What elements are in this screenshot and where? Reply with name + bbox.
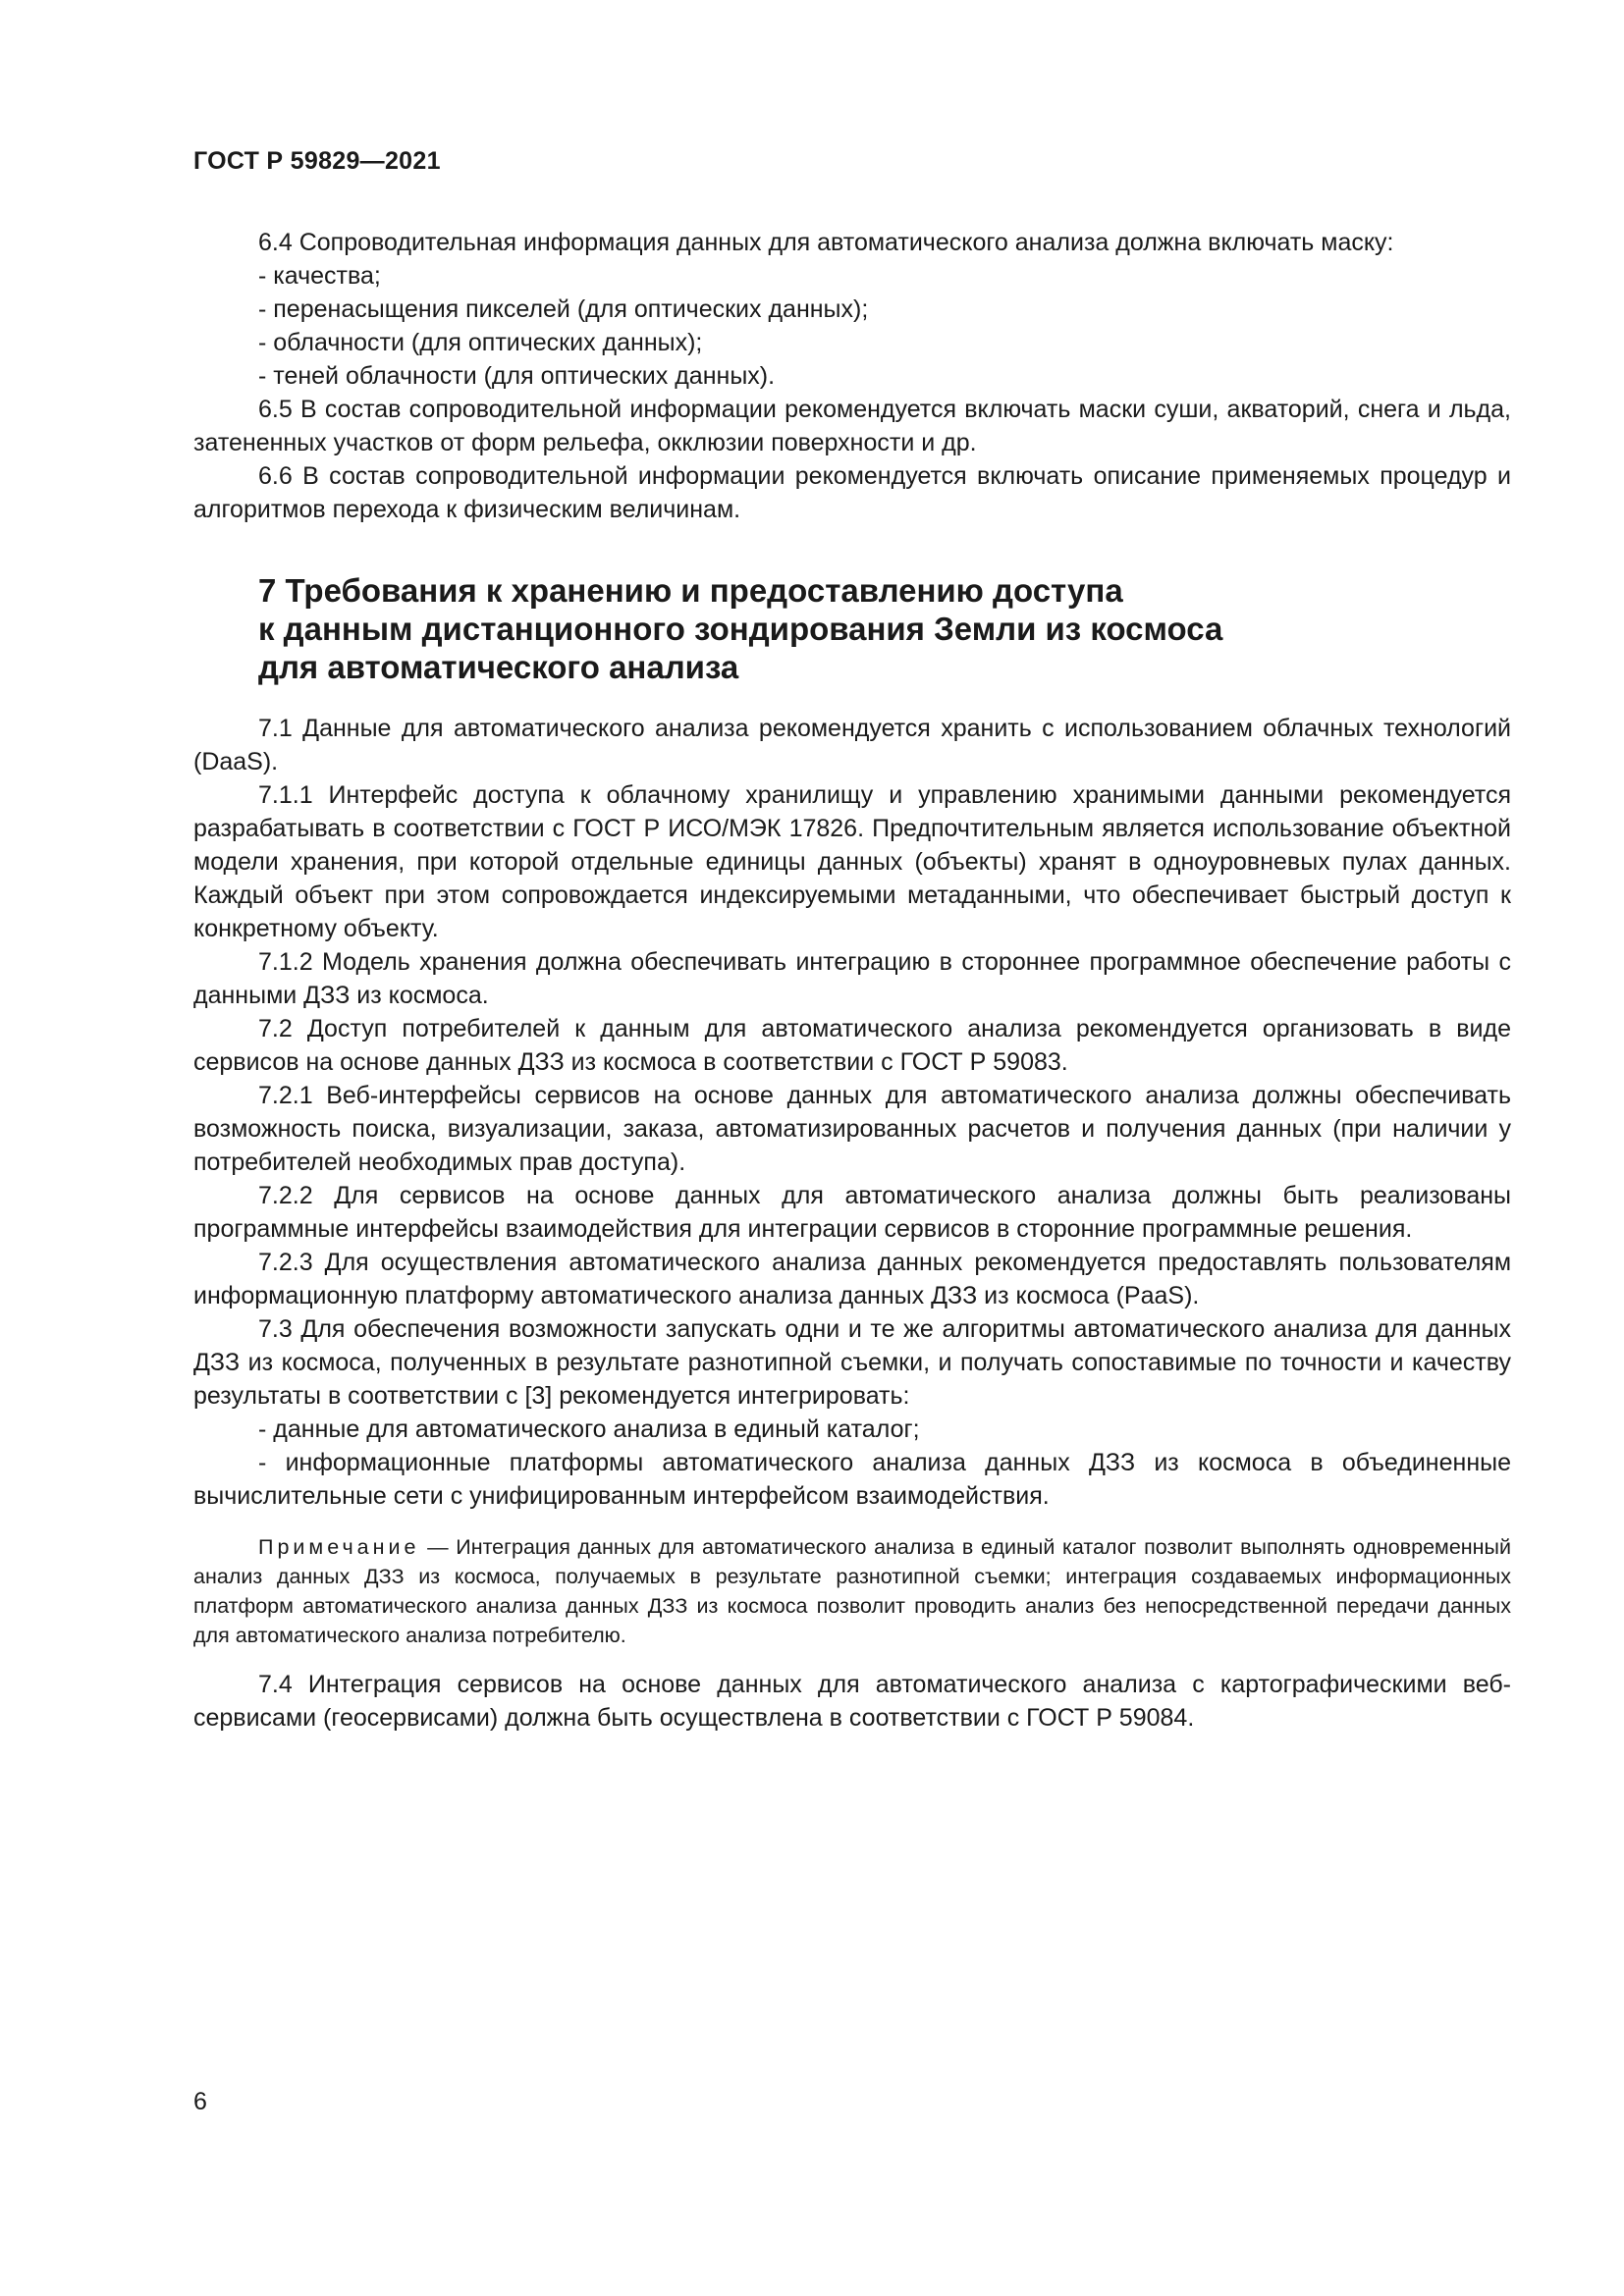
page-number: 6: [193, 2088, 207, 2115]
list-item: - перенасыщения пикселей (для оптических данных);: [258, 295, 869, 323]
list-item: - информационные платформы автоматического анализа данных ДЗЗ из космоса в объединенные вычислительные сети с унифицированным интерфейсом взаимодействия.: [193, 1449, 1511, 1510]
section-title-line: 7 Требования к хранению и предоставлению доступа: [258, 572, 1123, 609]
paragraph-6-5: 6.5 В состав сопроводительной информации рекомендуется включать маски суши, акваторий, снега и льда, затененных участков от форм рельефа, окклюзии поверхности и др.: [193, 396, 1511, 456]
section-7-title: [193, 571, 1511, 686]
paragraph-6-6: 6.6 В состав сопроводительной информации рекомендуется включать описание применяемых процедур и алгоритмов перехода к физическим величинам.: [193, 462, 1511, 523]
paragraph-7-2-1: 7.2.1 Веб-интерфейсы сервисов на основе данных для автоматического анализа должны обеспечивать возможность поиска, визуализации, заказа, автоматизированных расчетов и получения данных (при наличии у потребителей необходимых прав доступа).: [193, 1082, 1511, 1176]
section-title-line: для автоматического анализа: [258, 649, 739, 685]
note-label: Примечание: [258, 1535, 420, 1559]
note: [193, 1532, 1511, 1650]
note-text: — Интеграция данных для автоматического анализа в единый каталог позволит выполнять одновременный анализ данных ДЗЗ из космоса, получаемых в результате разнотипной съемки; интеграция создаваемых информационных платформ автоматического анализа данных ДЗЗ из космоса позволит проводить анализ без непосредственной передачи данных для автоматического анализа потребителю.: [193, 1535, 1511, 1647]
paragraph-7-1-2: 7.1.2 Модель хранения должна обеспечивать интеграцию в стороннее программное обеспечение работы с данными ДЗЗ из космоса.: [193, 948, 1511, 1009]
paragraph-6-4: 6.4 Сопроводительная информация данных для автоматического анализа должна включать маску:: [258, 229, 1394, 256]
list-item: - качества;: [258, 262, 381, 290]
paragraph-7-2-3: 7.2.3 Для осуществления автоматического анализа данных рекомендуется предоставлять пользователям информационную платформу автоматического анализа данных ДЗЗ из космоса (PaaS).: [193, 1249, 1511, 1309]
document-header: ГОСТ Р 59829—2021: [193, 147, 441, 175]
section-title-line: к данным дистанционного зондирования Земли из космоса: [258, 611, 1223, 647]
list-item: - облачности (для оптических данных);: [258, 329, 703, 356]
list-item: - данные для автоматического анализа в единый каталог;: [258, 1415, 920, 1443]
paragraph-7-2: 7.2 Доступ потребителей к данным для автоматического анализа рекомендуется организовать в виде сервисов на основе данных ДЗЗ из космоса в соответствии с ГОСТ Р 59083.: [193, 1015, 1511, 1076]
paragraph-7-2-2: 7.2.2 Для сервисов на основе данных для автоматического анализа должны быть реализованы программные интерфейсы взаимодействия для интеграции сервисов в сторонние программные решения.: [193, 1182, 1511, 1243]
paragraph-7-4: 7.4 Интеграция сервисов на основе данных для автоматического анализа с картографическими веб-сервисами (геосервисами) должна быть осуществлена в соответствии с ГОСТ Р 59084.: [193, 1671, 1511, 1732]
paragraph-7-1: 7.1 Данные для автоматического анализа рекомендуется хранить с использованием облачных технологий (DaaS).: [193, 715, 1511, 775]
list-item: - теней облачности (для оптических данных).: [258, 362, 776, 390]
paragraph-7-1-1: 7.1.1 Интерфейс доступа к облачному хранилищу и управлению хранимыми данными рекомендуется разрабатывать в соответствии с ГОСТ Р ИСО/МЭК 17826. Предпочтительным является использование объектной модели хранения, при которой отдельные единицы данных (объекты) хранят в одноуровневых пулах данных. Каждый объект при этом сопровождается индексируемыми метаданными, что обеспечивает быстрый доступ к конкретному объекту.: [193, 781, 1511, 942]
document-body: [193, 226, 1511, 1735]
paragraph-7-3: 7.3 Для обеспечения возможности запускать одни и те же алгоритмы автоматического анализа для данных ДЗЗ из космоса, полученных в результате разнотипной съемки, и получать сопоставимые по точности и качеству результаты в соответствии с [3] рекомендуется интегрировать:: [193, 1315, 1511, 1410]
